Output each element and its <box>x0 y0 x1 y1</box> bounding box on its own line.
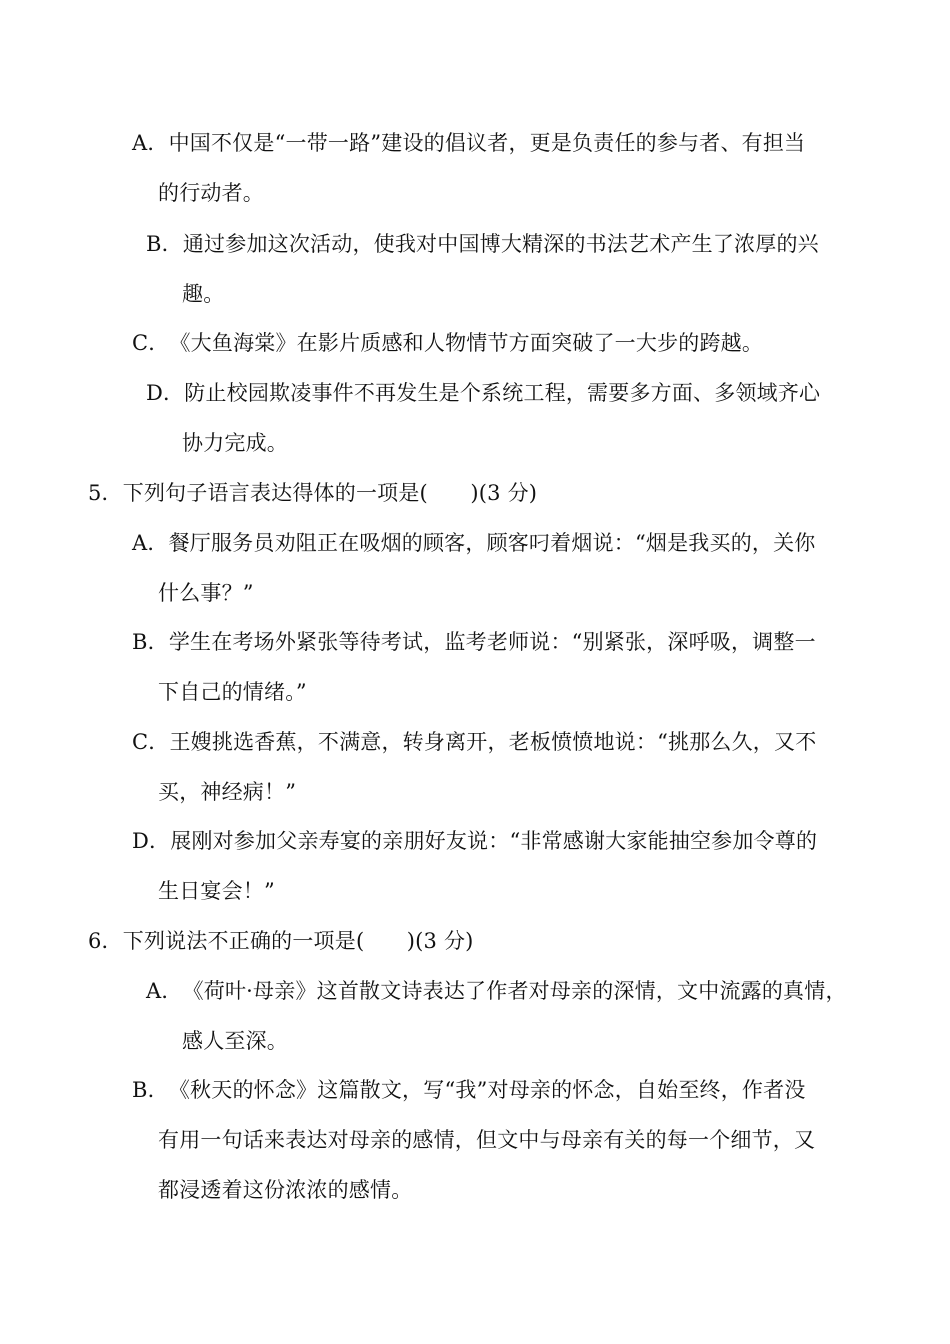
q4-option-a-line-1 <box>132 128 805 158</box>
option-label: C． <box>132 730 170 754</box>
q5-option-d-line-2: 生日宴会！” <box>158 879 275 903</box>
option-label: D． <box>132 829 171 853</box>
q4-option-c-line-1 <box>132 328 763 358</box>
option-label: B． <box>132 1078 169 1102</box>
option-text: 展刚对参加父亲寿宴的亲朋好友说：“非常感谢大家能抽空参加令尊的 <box>170 829 818 853</box>
option-label: A． <box>132 131 169 155</box>
option-text: 防止校园欺凌事件不再发生是个系统工程，需要多方面、多领域齐心 <box>184 381 821 405</box>
q4-option-b-line-2: 趣。 <box>182 282 225 306</box>
q6-option-a-line-2: 感人至深。 <box>182 1029 288 1053</box>
q5-option-a-line-1 <box>132 528 816 558</box>
q6-option-b-line-3: 都浸透着这份浓浓的感情。 <box>158 1178 413 1202</box>
option-text: 学生在考场外紧张等待考试，监考老师说：“别紧张，深呼吸，调整一 <box>168 630 816 654</box>
option-text: 通过参加这次活动，使我对中国博大精深的书法艺术产生了浓厚的兴 <box>182 232 819 256</box>
q6-option-b-line-2: 有用一句话来表达对母亲的感情，但文中与母亲有关的每一个细节，又 <box>158 1128 816 1152</box>
option-text: 王嫂挑选香蕉，不满意，转身离开，老板愤愤地说：“挑那么久，又不 <box>169 730 817 754</box>
question-5-stem: 5．下列句子语言表达得体的一项是( )(3 分) <box>88 481 538 505</box>
question-6-stem: 6．下列说法不正确的一项是( )(3 分) <box>88 929 474 953</box>
q4-option-a-line-2: 的行动者。 <box>158 181 264 205</box>
q6-option-b-line-1 <box>132 1075 806 1105</box>
option-label: B． <box>146 232 183 256</box>
option-text: 《荷叶·母亲》这首散文诗表达了作者对母亲的深情，文中流露的真情， <box>182 979 847 1003</box>
q5-option-c-line-1 <box>132 727 816 757</box>
option-text: 餐厅服务员劝阻正在吸烟的顾客，顾客叼着烟说：“烟是我买的，关你 <box>168 531 816 555</box>
option-label: A． <box>132 531 169 555</box>
option-text: 《秋天的怀念》这篇散文，写“我”对母亲的怀念，自始至终，作者没 <box>168 1078 806 1102</box>
q5-option-c-line-2: 买，神经病！” <box>158 780 297 804</box>
option-label: A． <box>146 979 183 1003</box>
option-label: B． <box>132 630 169 654</box>
option-label: C． <box>132 331 170 355</box>
q6-option-a-line-1 <box>146 976 847 1006</box>
option-label: D． <box>146 381 185 405</box>
q5-option-a-line-2: 什么事？” <box>158 581 254 605</box>
q4-option-d-line-1 <box>146 378 820 408</box>
option-text: 《大鱼海棠》在影片质感和人物情节方面突破了一大步的跨越。 <box>169 331 764 355</box>
q5-option-b-line-1 <box>132 627 816 657</box>
option-text: 中国不仅是“一带一路”建设的倡议者，更是负责任的参与者、有担当 <box>168 131 806 155</box>
q5-option-b-line-2: 下自己的情绪。” <box>158 680 307 704</box>
q4-option-d-line-2: 协力完成。 <box>182 431 288 455</box>
q4-option-b-line-1 <box>146 229 819 259</box>
q5-option-d-line-1 <box>132 826 817 856</box>
